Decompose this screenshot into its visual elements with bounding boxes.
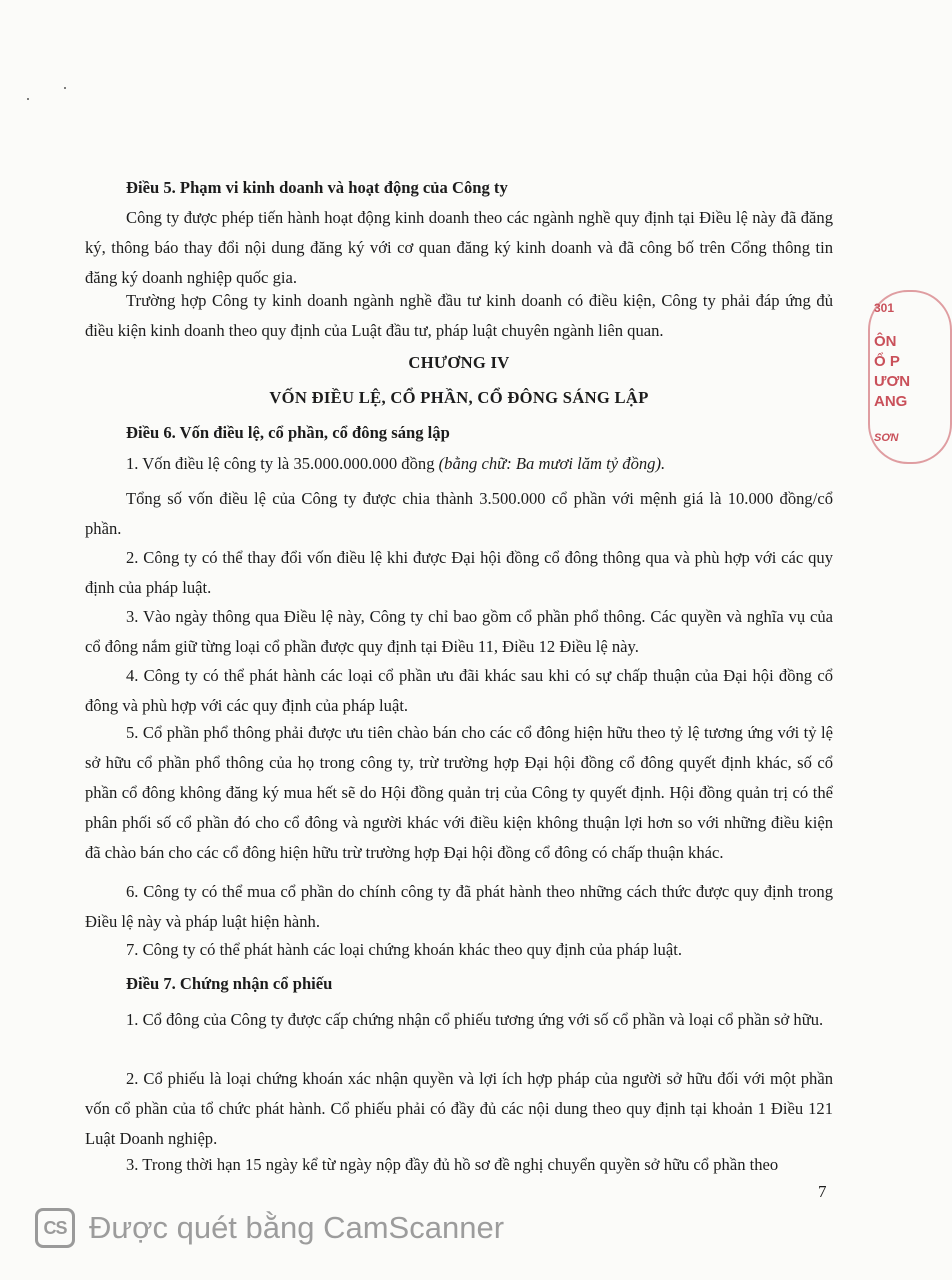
chapter-number: CHƯƠNG IV bbox=[408, 353, 510, 372]
watermark-text: Được quét bằng CamScanner bbox=[89, 1210, 505, 1245]
article-6-paragraph: 1. Vốn điều lệ công ty là 35.000.000.000 đồng (bằng chữ: Ba mươi lăm tỷ đồng). bbox=[126, 454, 666, 473]
article-5-paragraph: Công ty được phép tiến hành hoạt động kinh doanh theo các ngành nghề quy định tại Điều lệ này đã đăng ký, thông báo thay đổi nội dung đăng ký với cơ quan đăng ký kinh doanh và đã công bố trên Cổng thông tin đăng ký doanh nghiệp quốc gia. bbox=[85, 208, 833, 287]
article-7-paragraph: 3. Trong thời hạn 15 ngày kể từ ngày nộp đầy đủ hồ sơ đề nghị chuyển quyền sở hữu cổ phần theo bbox=[126, 1155, 779, 1174]
article-7-paragraph: 2. Cổ phiếu là loại chứng khoán xác nhận quyền và lợi ích hợp pháp của người sở hữu đối với một phần vốn cổ phần của tổ chức phát hành. Cổ phiếu phải có đầy đủ các nội dung theo quy định tại khoản 1 Điều 121 Luật Doanh nghiệp. bbox=[85, 1069, 833, 1148]
scan-speck bbox=[27, 98, 29, 100]
article-7-heading: Điều 7. Chứng nhận cổ phiếu bbox=[126, 974, 333, 993]
page-number: 7 bbox=[818, 1182, 827, 1201]
chapter-title: VỐN ĐIỀU LỆ, CỔ PHẦN, CỔ ĐÔNG SÁNG LẬP bbox=[269, 388, 649, 407]
article-7-paragraph: 1. Cổ đông của Công ty được cấp chứng nhận cổ phiếu tương ứng với số cổ phần và loại cổ phần sở hữu. bbox=[126, 1010, 824, 1029]
article-6-heading: Điều 6. Vốn điều lệ, cổ phần, cổ đông sáng lập bbox=[126, 423, 450, 442]
camscanner-logo-icon: CS bbox=[35, 1208, 75, 1248]
camscanner-watermark bbox=[35, 1204, 504, 1252]
article-5-paragraph: Trường hợp Công ty kinh doanh ngành nghề đầu tư kinh doanh có điều kiện, Công ty phải đáp ứng đủ điều kiện kinh doanh theo quy định của Luật đầu tư, pháp luật chuyên ngành liên quan. bbox=[85, 291, 833, 340]
article-6-paragraph: 7. Công ty có thể phát hành các loại chứng khoán khác theo quy định của pháp luật. bbox=[126, 940, 682, 959]
scan-speck bbox=[64, 87, 66, 89]
article-6-paragraph: Tổng số vốn điều lệ của Công ty được chia thành 3.500.000 cổ phần với mệnh giá là 10.000 đồng/cổ phần. bbox=[85, 489, 833, 538]
article-6-paragraph: 2. Công ty có thể thay đổi vốn điều lệ khi được Đại hội đồng cổ đông thông qua và phù hợp với các quy định của pháp luật. bbox=[85, 548, 833, 597]
article-5-heading: Điều 5. Phạm vi kinh doanh và hoạt động của Công ty bbox=[126, 178, 508, 197]
article-6-paragraph: 5. Cổ phần phổ thông phải được ưu tiên chào bán cho các cổ đông hiện hữu theo tỷ lệ tương ứng với tỷ lệ sở hữu cổ phần phổ thông của họ trong công ty, trừ trường hợp Đại hội đồng cổ đông quyết định khác, số cổ phần cổ đông không đăng ký mua hết sẽ do Hội đồng quản trị của Công ty quyết định. Hội đồng quản trị có thể phân phối số cổ phần đó cho cổ đông và người khác với điều kiện không thuận lợi hơn so với những điều kiện đã chào bán cho các cổ đông hiện hữu trừ trường hợp Đại hội đồng cổ đông có chấp thuận khác. bbox=[85, 723, 833, 862]
article-6-paragraph: 4. Công ty có thể phát hành các loại cổ phần ưu đãi khác sau khi có sự chấp thuận của Đại hội đồng cổ đông và phù hợp với các quy định của pháp luật. bbox=[85, 666, 833, 715]
article-6-paragraph: 6. Công ty có thể mua cổ phần do chính công ty đã phát hành theo những cách thức được quy định trong Điều lệ này và pháp luật hiện hành. bbox=[85, 882, 833, 931]
article-6-paragraph: 3. Vào ngày thông qua Điều lệ này, Công ty chỉ bao gồm cổ phần phổ thông. Các quyền và nghĩa vụ của cổ đông nắm giữ từng loại cổ phần được quy định tại Điều 11, Điều 12 Điều lệ này. bbox=[85, 607, 833, 656]
company-stamp: 301 ÔN Ổ P ƯƠN ANG SƠN bbox=[868, 290, 928, 460]
